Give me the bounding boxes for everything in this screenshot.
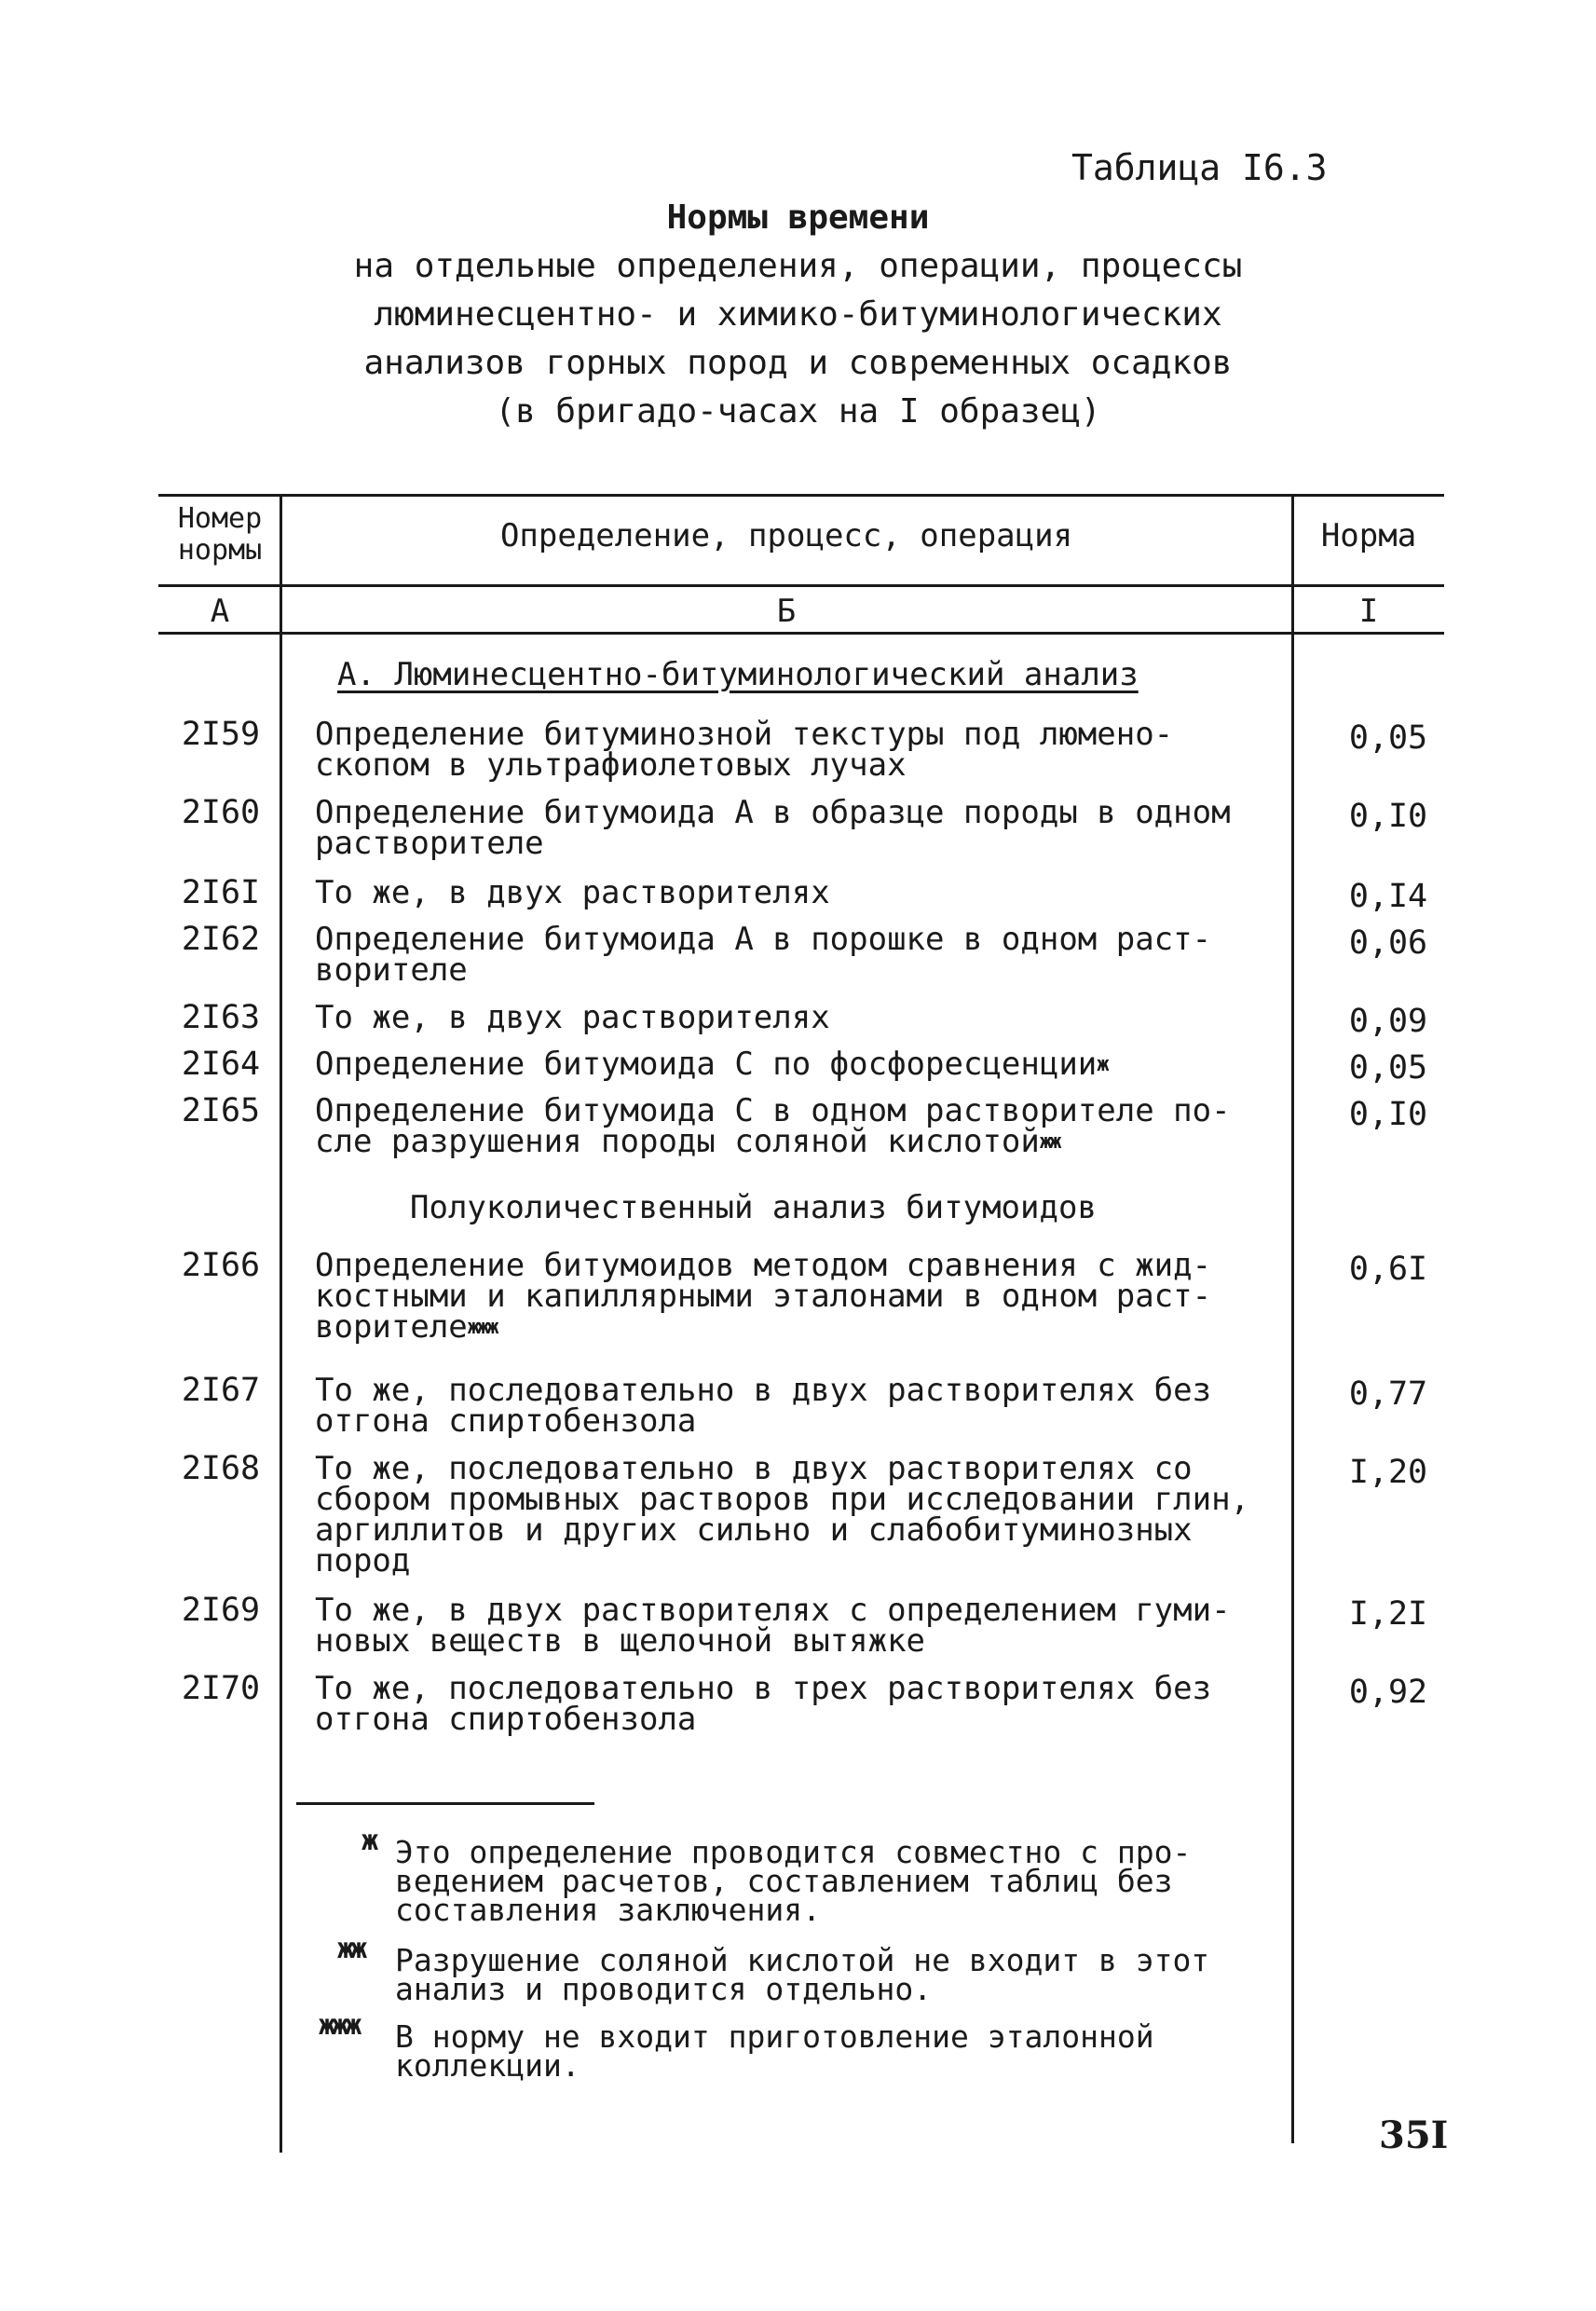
page-number: 35I: [1379, 2113, 1449, 2157]
footnote-text: В норму не входит приготовление эталонной коллекции.: [395, 2018, 1154, 2084]
title-line-1: на отдельные определения, операции, процессы: [353, 247, 1243, 285]
row-description: То же, последовательно в трех растворителях без отгона спиртобензола: [315, 1670, 1212, 1738]
header-bottom-rule: [158, 584, 1444, 587]
title-main: Нормы времени: [666, 198, 930, 237]
row-norm: 0,09: [1348, 1003, 1428, 1040]
footnote-ref: жж: [1039, 1130, 1059, 1154]
row-number: 2I66: [181, 1247, 261, 1284]
row-description: [315, 1046, 1284, 1083]
row-number: 2I60: [181, 794, 261, 831]
title-line-3: анализов горных пород и современных осадков: [363, 344, 1233, 382]
row-description: То же, в двух растворителях с определением гуми- новых веществ в щелочной вытяжке: [315, 1592, 1231, 1660]
header-number: Номер нормы: [177, 502, 263, 567]
letter-description-column: Б: [776, 593, 797, 630]
row-number: 2I59: [181, 716, 261, 753]
row-number: 2I70: [181, 1670, 261, 1707]
footnote-text: Это определение проводится совместно с про- ведением расчетов, составлением таблиц без составления заключения.: [395, 1834, 1192, 1928]
row-number: 2I67: [181, 1372, 261, 1409]
row-number: 2I64: [181, 1046, 261, 1083]
footnote-mark: жжж: [319, 2009, 359, 2042]
row-description: Определение битумоида А в образце породы в одном растворителе: [315, 794, 1231, 862]
row-description-text: Определение битумоидов методом сравнения с жид- костными и капиллярными эталонами в одном раст- ворителе: [315, 1247, 1212, 1346]
row-description: То же, в двух растворителях: [315, 999, 830, 1036]
footnote-text: Разрушение соляной кислотой не входит в этот анализ и проводится отдельно.: [395, 1942, 1210, 2007]
row-norm: I,2I: [1348, 1595, 1428, 1633]
row-description: [315, 1092, 1284, 1160]
row-description: [315, 1247, 1284, 1346]
row-description: Определение битумоида А в порошке в одном раст- ворителе: [315, 921, 1212, 989]
row-number: 2I69: [181, 1592, 261, 1629]
table-top-rule: [158, 494, 1444, 497]
row-number: 2I6I: [181, 874, 261, 911]
row-norm: 0,77: [1348, 1375, 1428, 1413]
row-norm: 0,05: [1348, 719, 1428, 757]
row-norm: 0,6I: [1348, 1251, 1428, 1288]
letters-bottom-rule: [158, 632, 1444, 635]
footnote-separator: [296, 1802, 594, 1805]
row-description: То же, последовательно в двух растворителях со сбором промывных растворов при исследовании глин, аргиллитов и других сильно и слабобитуминозных пород: [315, 1450, 1250, 1579]
footnote-mark: жж: [337, 1933, 364, 1965]
row-norm: 0,92: [1348, 1674, 1428, 1711]
section-heading-b: Полуколичественный анализ битумоидов: [410, 1189, 1097, 1226]
letter-number-column: А: [210, 593, 230, 630]
header-norm: Норма: [1320, 517, 1417, 554]
row-number: 2I63: [181, 999, 261, 1036]
row-norm: I,20: [1348, 1454, 1428, 1491]
header-description: Определение, процесс, операция: [499, 517, 1073, 554]
row-description: То же, в двух растворителях: [315, 874, 830, 911]
title-line-4: (в бригадо-часах на I образец): [495, 392, 1101, 431]
row-description: Определение битуминозной текстуры под люмено- скопом в ультрафиолетовых лучах: [315, 716, 1174, 784]
row-number: 2I65: [181, 1092, 261, 1129]
footnote-mark: ж: [361, 1825, 375, 1857]
footnote-ref: ж: [1097, 1053, 1107, 1076]
row-norm: 0,I0: [1348, 798, 1428, 835]
row-norm: 0,06: [1348, 924, 1428, 962]
footnote-ref: жжж: [467, 1316, 497, 1339]
table-title: [0, 194, 1596, 436]
row-norm: 0,I0: [1348, 1096, 1428, 1133]
title-line-2: люминесцентно- и химико-битуминологических: [374, 295, 1222, 334]
table-caption: Таблица I6.3: [1071, 147, 1328, 188]
row-description-text: Определение битумоида С по фосфоресценции: [315, 1046, 1098, 1083]
row-norm: 0,05: [1348, 1049, 1428, 1087]
column-divider-right: [1291, 494, 1294, 2143]
row-number: 2I62: [181, 921, 261, 958]
letter-norm-column: I: [1358, 593, 1379, 630]
section-heading-a: А. Люминесцентно-битуминологический анализ: [337, 656, 1139, 693]
row-norm: 0,I4: [1348, 878, 1428, 915]
row-number: 2I68: [181, 1450, 261, 1487]
row-description-text: Определение битумоида С в одном растворителе по- сле разрушения породы соляной кислотой: [315, 1092, 1231, 1160]
row-description: То же, последовательно в двух растворителях без отгона спиртобензола: [315, 1372, 1212, 1440]
